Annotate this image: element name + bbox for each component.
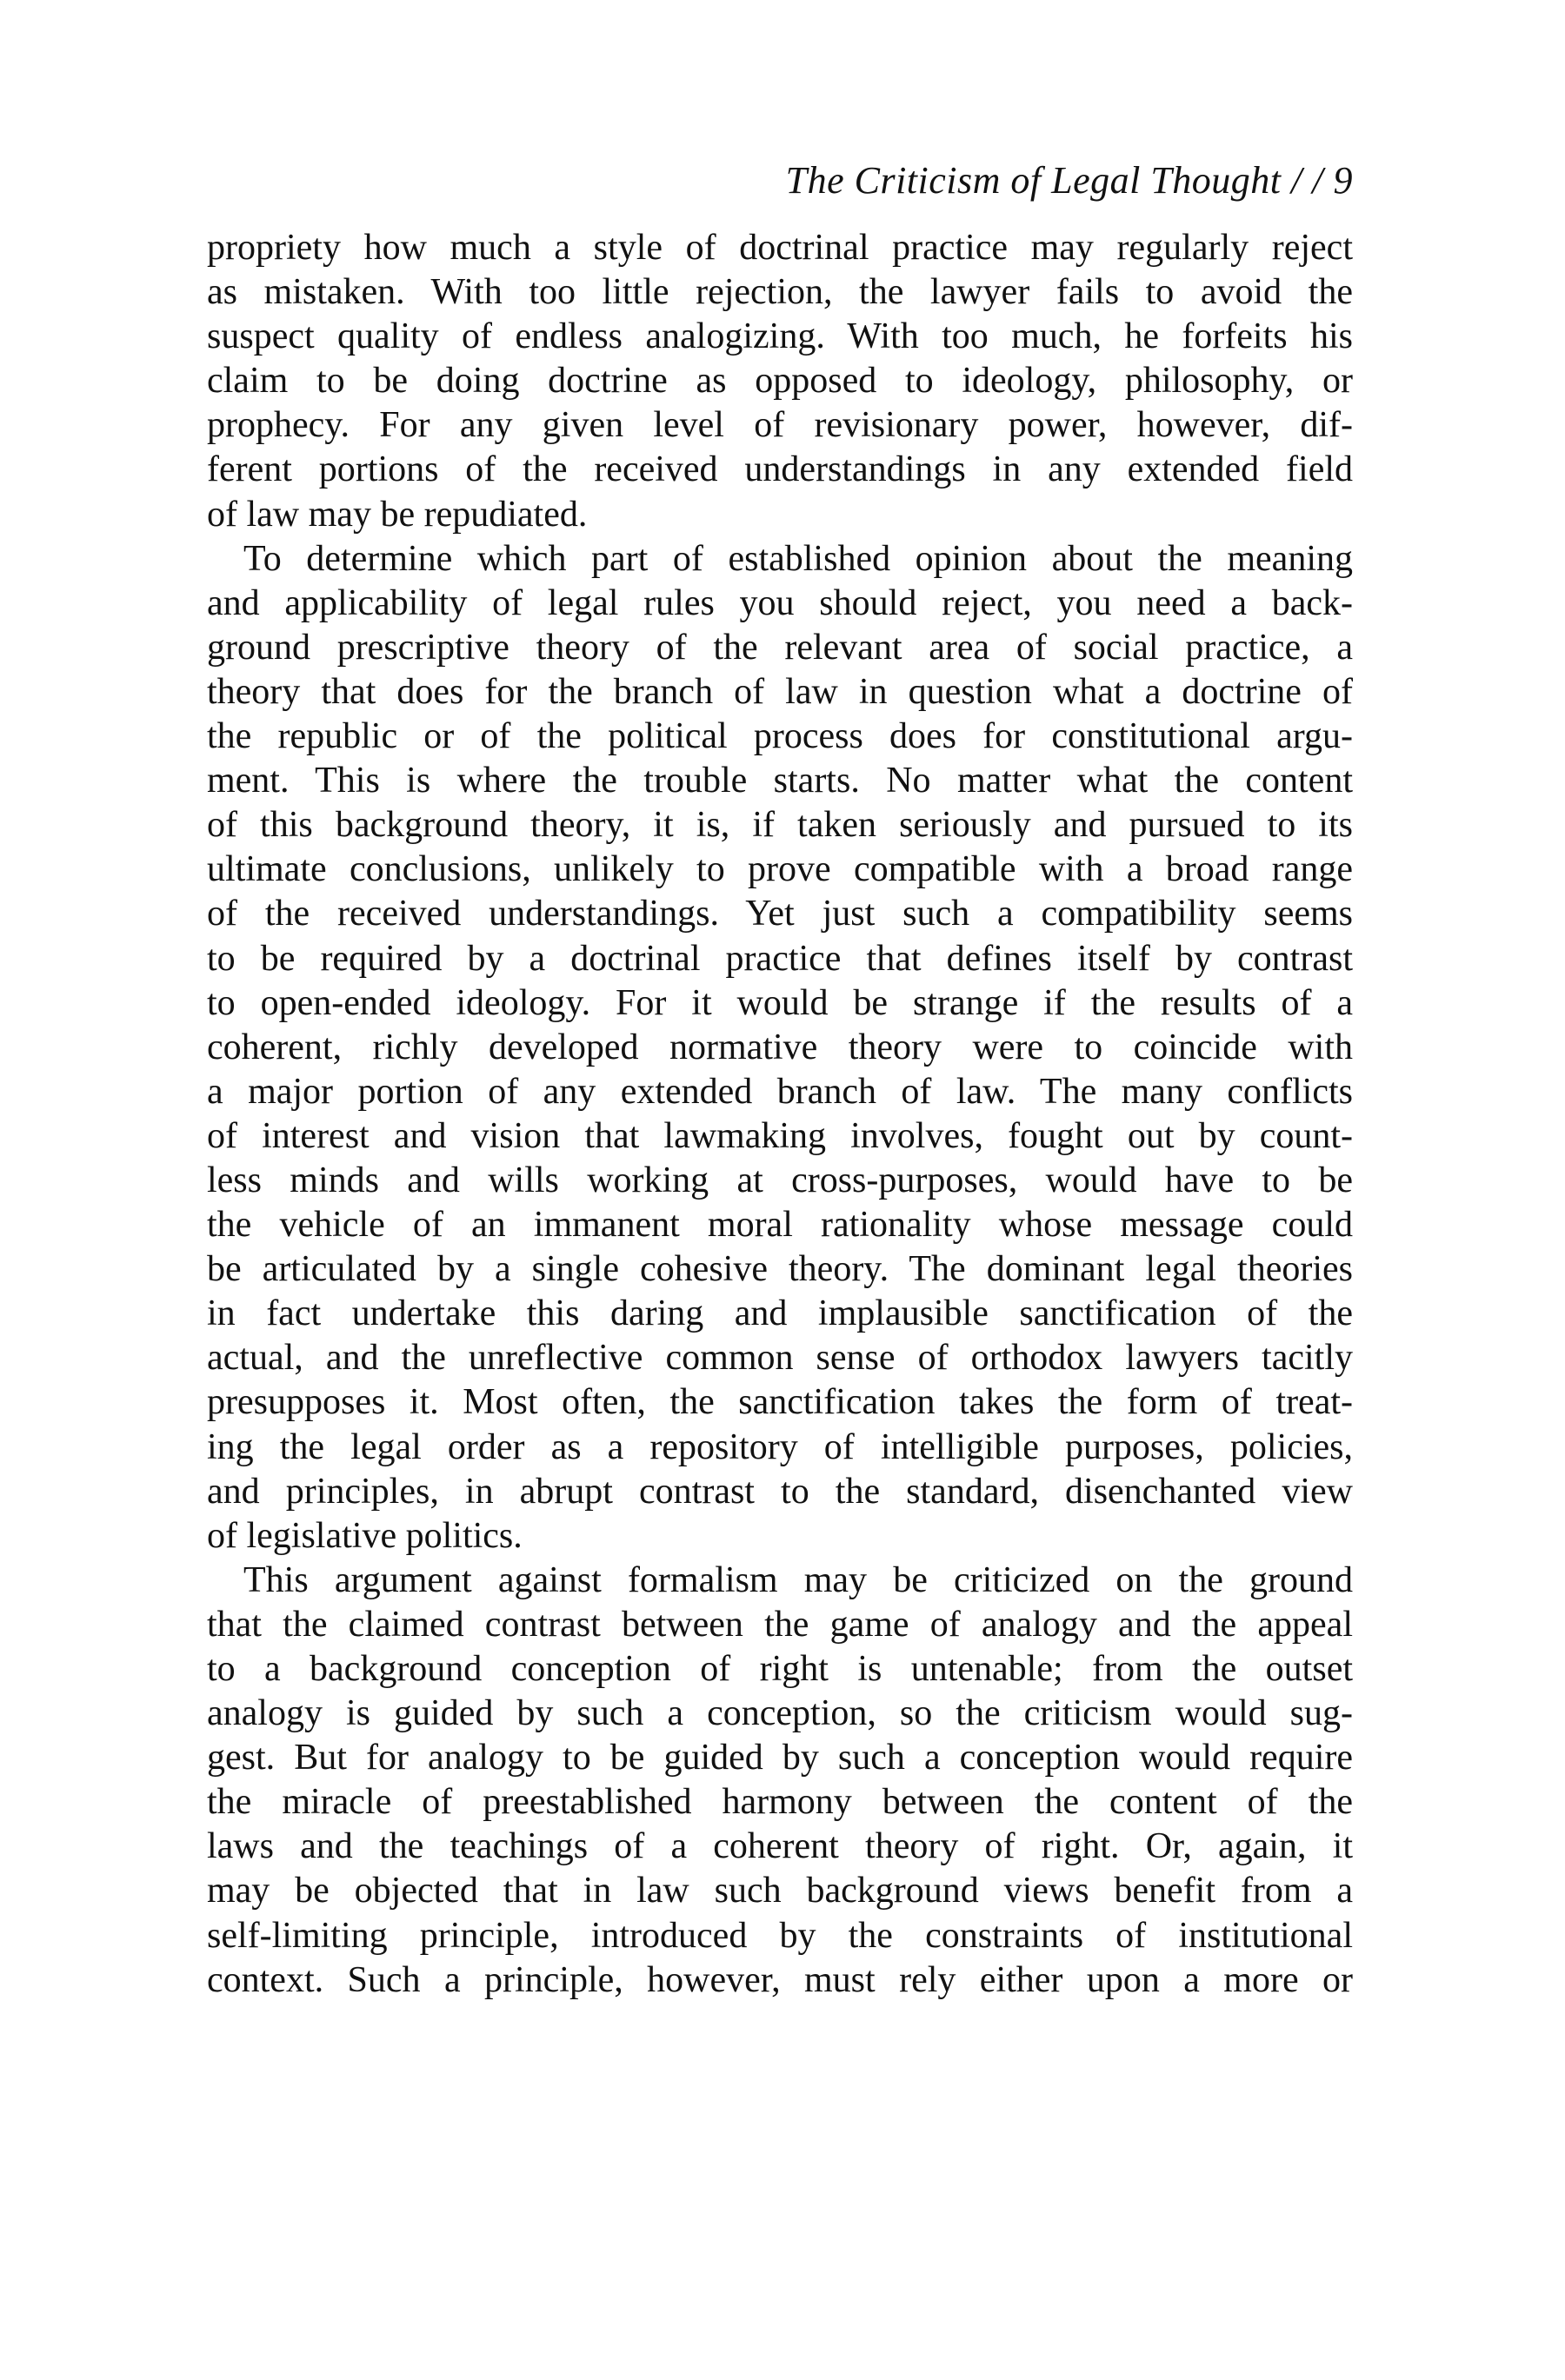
paragraph-first-line: To determine which part of established opinion about the meaning	[243, 538, 1353, 579]
text-line: the miracle of preestablished harmony between the content of the	[207, 1782, 1353, 1823]
text-line: actual, and the unreflective common sense of orthodox lawyers tacitly	[207, 1338, 1353, 1379]
text-line: prophecy. For any given level of revisionary power, however, dif-	[207, 405, 1353, 446]
paragraph-first-line: This argument against formalism may be criticized on the ground	[243, 1559, 1353, 1600]
text-line: the vehicle of an immanent moral rationality whose message could	[207, 1205, 1353, 1246]
text-line: of interest and vision that lawmaking involves, fought out by count-	[207, 1115, 1353, 1156]
text-line: of this background theory, it is, if taken seriously and pursued to its	[207, 805, 1353, 846]
text-line: in fact undertake this daring and implausible sanctification of the	[207, 1293, 1353, 1334]
running-title: The Criticism of Legal Thought	[785, 159, 1282, 202]
text-line: laws and the teachings of a coherent theory of right. Or, again, it	[207, 1826, 1353, 1867]
text-line: the republic or of the political process does for constitutional argu-	[207, 716, 1353, 757]
running-head	[786, 156, 1353, 205]
text-line: ing the legal order as a repository of intelligible purposes, policies,	[207, 1426, 1353, 1467]
text-line: and applicability of legal rules you should reject, you need a back-	[207, 582, 1353, 623]
text-line: that the claimed contrast between the game of analogy and the appeal	[207, 1604, 1353, 1645]
text-line: suspect quality of endless analogizing. With too much, he forfeits his	[207, 316, 1353, 357]
text-line: claim to be doing doctrine as opposed to ideology, philosophy, or	[207, 361, 1353, 402]
text-line: of legislative politics.	[207, 1515, 523, 1556]
body-text	[207, 226, 1353, 2003]
text-line: ultimate conclusions, unlikely to prove compatible with a broad range	[207, 849, 1353, 890]
header-separator: / /	[1291, 159, 1323, 202]
text-line: less minds and wills working at cross-purposes, would have to be	[207, 1160, 1353, 1200]
text-line: propriety how much a style of doctrinal practice may regularly reject	[207, 228, 1353, 268]
text-line: to a background conception of right is untenable; from the outset	[207, 1649, 1353, 1689]
text-line: and principles, in abrupt contrast to the standard, disenchanted view	[207, 1471, 1353, 1512]
text-line: to be required by a doctrinal practice that defines itself by contrast	[207, 938, 1353, 979]
text-line: as mistaken. With too little rejection, the lawyer fails to avoid the	[207, 272, 1353, 313]
text-line: coherent, richly developed normative theory were to coincide with	[207, 1027, 1353, 1067]
text-line: may be objected that in law such background views benefit from a	[207, 1871, 1353, 1911]
text-line: self-limiting principle, introduced by the constraints of institutional	[207, 1915, 1353, 1956]
text-line: context. Such a principle, however, must rely either upon a more or	[207, 1959, 1353, 2000]
text-line: ground prescriptive theory of the relevant area of social practice, a	[207, 627, 1353, 668]
text-line: to open-ended ideology. For it would be strange if the results of a	[207, 982, 1353, 1023]
text-line: a major portion of any extended branch of law. The many conflicts	[207, 1071, 1353, 1112]
text-line: theory that does for the branch of law in question what a doctrine of	[207, 671, 1353, 712]
text-line: of the received understandings. Yet just such a compatibility seems	[207, 894, 1353, 934]
text-line: ment. This is where the trouble starts. No matter what the content	[207, 761, 1353, 801]
text-line: ferent portions of the received understandings in any extended field	[207, 449, 1353, 490]
text-line: gest. But for analogy to be guided by such a conception would require	[207, 1738, 1353, 1778]
text-line: presupposes it. Most often, the sanctification takes the form of treat-	[207, 1382, 1353, 1423]
text-line: be articulated by a single cohesive theory. The dominant legal theories	[207, 1249, 1353, 1290]
text-line: analogy is guided by such a conception, so the criticism would sug-	[207, 1693, 1353, 1734]
page-number: 9	[1333, 159, 1353, 202]
text-line: of law may be repudiated.	[207, 494, 588, 535]
